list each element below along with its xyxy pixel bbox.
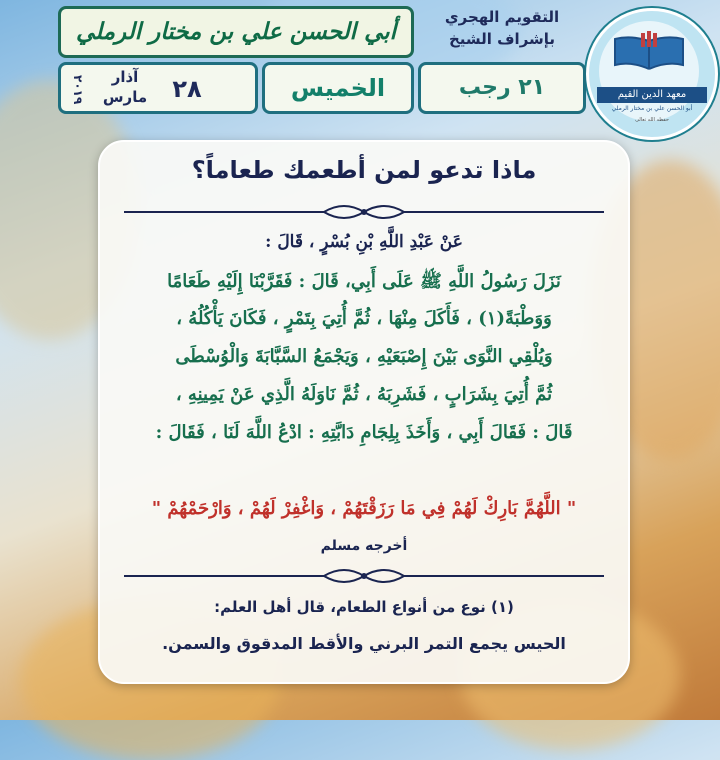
- gregorian-year: ٢٠١٩: [71, 75, 85, 105]
- logo-subtitle: أبو الحسن علي بن مختار الرملي: [611, 105, 693, 112]
- hadith-dua: " اللَّهُمَّ بَارِكْ لَهُمْ فِي مَا رَزَقْتَهُمْ ، وَاغْفِرْ لَهُمْ ، وَارْحَمْهُمْ ": [151, 498, 577, 519]
- hadith-line: وَوَطْبَةً(١) ، فَأَكَلَ مِنْهَا ، ثُمَّ أُتِيَ بِتَمْرٍ ، فَكَانَ يَأْكُلُهُ ،: [176, 308, 552, 329]
- weekday-box: [262, 62, 414, 114]
- institute-logo: [586, 8, 718, 140]
- book-icon: [611, 31, 687, 71]
- hadith-narrator: عَنْ عَبْدِ اللَّهِ بْنِ بُسْرٍ ، قَالَ :: [265, 232, 463, 252]
- hijri-date: ٢١ رجب: [458, 75, 546, 100]
- calendar-label-line1: التقويم الهجري: [444, 8, 560, 26]
- footnote-title: (١) نوع من أنواع الطعام، قال أهل العلم:: [214, 598, 514, 616]
- gregorian-month-syriac: آذار: [111, 68, 139, 86]
- footnote-text: الحيس يجمع التمر البرني والأقط المدقوق والسمن.: [162, 634, 566, 653]
- gregorian-month: مارس: [102, 88, 148, 106]
- hadith-card: [98, 140, 630, 684]
- hadith-line: وَيُلْقِي النَّوَى بَيْنَ إِصْبَعَيْهِ ، وَيَجْمَعُ السَّبَّابَةَ وَالْوُسْطَى: [175, 346, 553, 367]
- logo-name: معهد الدين القيم: [597, 87, 707, 103]
- hadith-source: أخرجه مسلم: [320, 538, 408, 554]
- card-title: ماذا تدعو لمن أطعمك طعاماً؟: [191, 156, 537, 184]
- calendar-label-line2: بإشراف الشيخ: [448, 30, 556, 48]
- calendar-label: [418, 6, 586, 58]
- ornament-divider-top: [124, 202, 604, 222]
- logo-footer: حفظه الله تعالى: [635, 117, 669, 123]
- gregorian-months: [89, 67, 161, 107]
- hadith-line: نَزَلَ رَسُولُ اللَّهِ ﷺ عَلَى أَبِي، قَالَ : فَقَرَّبْنَا إِلَيْهِ طَعَامًا: [167, 271, 561, 292]
- author-banner: [58, 6, 414, 58]
- weekday: الخميس: [290, 74, 386, 102]
- gregorian-day: ٢٨: [172, 75, 202, 103]
- author-name: أبي الحسن علي بن مختار الرملي: [75, 18, 397, 45]
- ornament-divider-bottom: [124, 566, 604, 586]
- hijri-date-box: [418, 62, 586, 114]
- hadith-line: قَالَ : فَقَالَ أَبِي ، وَأَخَذَ بِلِجَامِ دَابَّتِهِ : ادْعُ اللَّهَ لَنَا ، فَقَالَ :: [155, 422, 573, 443]
- hadith-line: ثُمَّ أُتِيَ بِشَرَابٍ ، فَشَرِبَهُ ، ثُمَّ نَاوَلَهُ الَّذِي عَنْ يَمِينِهِ ،: [175, 384, 553, 405]
- gregorian-date-box: [58, 62, 258, 114]
